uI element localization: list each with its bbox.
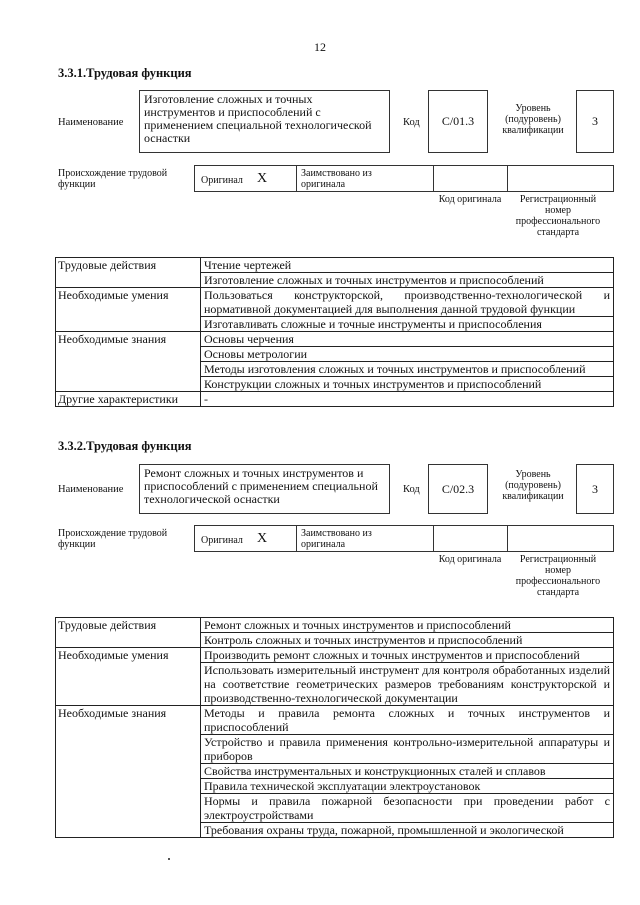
orig-code-label: Код оригинала xyxy=(438,194,502,205)
level-value: 3 xyxy=(592,114,598,128)
table-cell: Ремонт сложных и точных инструментов и приспособлений xyxy=(201,618,614,633)
function-name: Изготовление сложных и точных инструментов и приспособлений с применением специальной технологической оснастки xyxy=(144,92,372,145)
table-cell: Использовать измерительный инструмент для контроля обработанных изделий на соответствие геометрических размеров требованиям конструкторской и производственно-технологической документации xyxy=(201,663,614,706)
code-label: Код xyxy=(403,484,420,495)
level-label: Уровень (подуровень) квалификации xyxy=(502,103,564,136)
table-cell: Основы черчения xyxy=(201,332,614,347)
origin-label: Происхождение трудовой функции xyxy=(58,528,168,550)
row-label: Трудовые действия xyxy=(56,618,201,648)
level-box xyxy=(576,464,614,514)
orig-code-label: Код оригинала xyxy=(438,554,502,565)
table-cell: Изготовление сложных и точных инструментов и приспособлений xyxy=(201,273,614,288)
table-cell: Устройство и правила применения контрольно-измерительной аппаратуры и приборов xyxy=(201,735,614,764)
table-cell: Производить ремонт сложных и точных инструментов и приспособлений xyxy=(201,648,614,663)
borrowed-label: Заимствовано из оригинала xyxy=(301,528,372,550)
original-mark: X xyxy=(257,171,268,186)
table-cell: Конструкции сложных и точных инструментов и приспособлений xyxy=(201,377,614,392)
table-cell: Чтение чертежей xyxy=(201,258,614,273)
table-cell: Правила технической эксплуатации электроустановок xyxy=(201,779,614,794)
row-label: Необходимые знания xyxy=(56,706,201,838)
code-box xyxy=(428,464,488,514)
level-value: 3 xyxy=(592,481,598,496)
function-name-box xyxy=(139,90,390,153)
original-label: Оригинал xyxy=(201,535,243,546)
table-cell: - xyxy=(201,392,614,407)
level-box xyxy=(576,90,614,153)
table-cell: Методы изготовления сложных и точных инструментов и приспособлений xyxy=(201,362,614,377)
section-2-table xyxy=(55,617,614,838)
row-label: Необходимые знания xyxy=(56,332,201,392)
origin-label: Происхождение трудовой функции xyxy=(58,168,168,190)
table-cell: Требования охраны труда, пожарной, промышленной и экологической xyxy=(201,823,614,838)
table-cell: Пользоваться конструкторской, производственно-технологической и нормативной документацией для выполнения данной трудовой функции xyxy=(201,288,614,317)
section-heading: 3.3.2.Трудовая функция xyxy=(58,439,192,453)
function-name-box xyxy=(139,464,390,514)
name-label: Наименование xyxy=(58,484,124,495)
borrowed-label: Заимствовано из оригинала xyxy=(301,168,372,190)
page-number: 12 xyxy=(314,40,326,54)
table-cell: Изготавливать сложные и точные инструменты и приспособления xyxy=(201,317,614,332)
table-cell: Контроль сложных и точных инструментов и приспособлений xyxy=(201,633,614,648)
row-label: Трудовые действия xyxy=(56,258,201,288)
section-1-table xyxy=(55,257,614,407)
section-heading: 3.3.1.Трудовая функция xyxy=(58,66,192,80)
table-cell: Свойства инструментальных и конструкционных сталей и сплавов xyxy=(201,764,614,779)
row-label: Необходимые умения xyxy=(56,288,201,332)
scan-dot xyxy=(168,858,170,860)
original-mark: X xyxy=(257,531,268,546)
table-cell: Нормы и правила пожарной безопасности при проведении работ с электроустройствами xyxy=(201,794,614,823)
origin-row xyxy=(194,165,614,192)
original-label: Оригинал xyxy=(201,175,243,186)
reg-number-label: Регистрационный номер профессионального стандарта xyxy=(515,194,601,238)
table-cell: Основы метрологии xyxy=(201,347,614,362)
code-value: С/02.3 xyxy=(441,481,475,496)
code-box xyxy=(428,90,488,153)
code-label: Код xyxy=(403,117,420,128)
level-label: Уровень (подуровень) квалификации xyxy=(502,469,564,502)
row-label: Другие характеристики xyxy=(56,392,201,407)
name-label: Наименование xyxy=(58,117,124,128)
row-label: Необходимые умения xyxy=(56,648,201,706)
origin-row xyxy=(194,525,614,552)
code-value: С/01.3 xyxy=(441,114,475,128)
table-cell: Методы и правила ремонта сложных и точных инструментов и приспособлений xyxy=(201,706,614,735)
reg-number-label: Регистрационный номер профессионального стандарта xyxy=(515,554,601,598)
function-name: Ремонт сложных и точных инструментов и приспособлений с применением специальной технологической оснастки xyxy=(144,466,378,506)
